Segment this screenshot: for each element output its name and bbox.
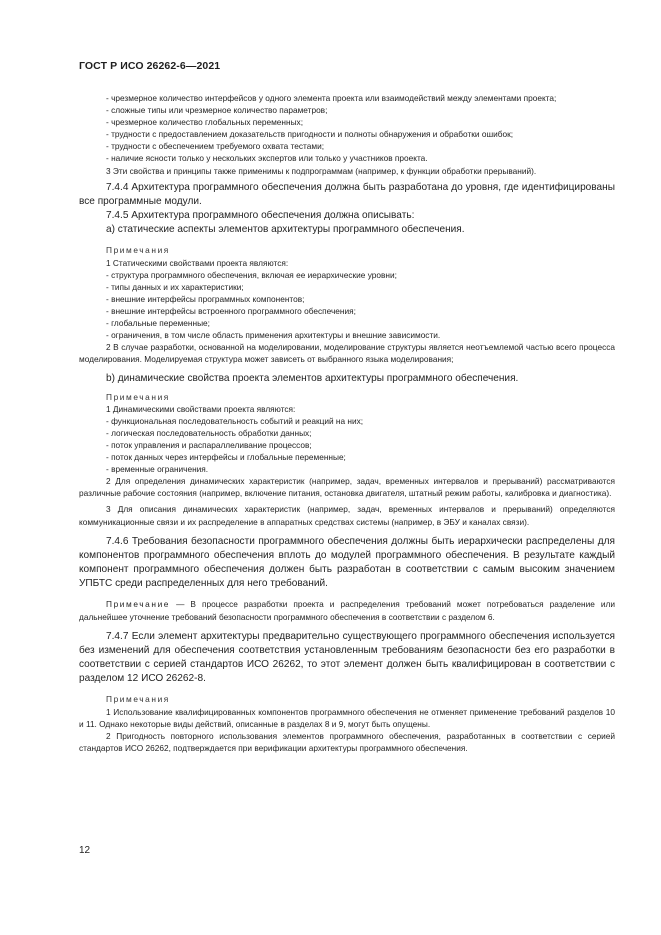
dynamic-list-item: - поток управления и распараллеливание процессов; xyxy=(106,439,312,450)
clause-7-4-6: 7.4.6 Требования безопасности программного обеспечения должны быть иерархически распределены для компонентов программного обеспечения вплоть до модулей программного обеспечения. В результате каждый компонент программного обеспечения должен быть разработан в соответствии с самым высоким значением УПБТС среди распределенных для него требований. xyxy=(79,535,615,590)
static-list-item: - типы данных и их характеристики; xyxy=(106,281,244,292)
dynamic-list-item: - логическая последовательность обработки данных; xyxy=(106,427,312,438)
clause-7-4-5: 7.4.5 Архитектура программного обеспечения должна описывать: xyxy=(106,210,415,222)
clause-7-4-7: 7.4.7 Если элемент архитектуры предварительно существующего программного обеспечения используется без изменений для обеспечения соответствия установленным требованиям безопасности без его разработки в соответствии с серией стандартов ИСО 26262, то этот элемент должен быть квалифицирован в соответствии с разделом 12 ИСО 26262-8. xyxy=(79,630,615,685)
clause-7-4-5-a: а) статические аспекты элементов архитектуры программного обеспечения. xyxy=(106,224,465,236)
notes-heading: Примечания xyxy=(106,245,170,256)
note-7-4-6 xyxy=(79,598,615,622)
dynamic-intro: 1 Динамическими свойствами проекта являются: xyxy=(106,403,296,414)
final-note-1: 1 Использование квалифицированных компонентов программного обеспечения не отменяет применение требований разделов 10 и 11. Однако некоторые виды действий, описанные в разделах 8 и 9, могут быть опущены. xyxy=(79,706,615,729)
clause-7-4-4: 7.4.4 Архитектура программного обеспечения должна быть разработана до уровня, где идентифицированы все программные модули. xyxy=(79,181,615,207)
static-list-item: - ограничения, в том числе область применения архитектуры и внешние зависимости. xyxy=(106,330,441,341)
static-list-item: - внешние интерфейсы встроенного программного обеспечения; xyxy=(106,305,356,316)
top-list-item: - чрезмерное количество интерфейсов у одного элемента проекта или взаимодействий между элементами проекта; xyxy=(106,93,557,103)
page-body xyxy=(79,92,615,754)
static-list-item: - внешние интерфейсы программных компонентов; xyxy=(106,293,305,304)
note-text: — В процессе разработки проекта и распределения требований может потребоваться разделение или дальнейшее уточнение требований безопасности программного обеспечения в соответствии с разделом 6. xyxy=(79,599,615,622)
standard-header: ГОСТ Р ИСО 26262-6—2021 xyxy=(79,60,221,72)
final-note-2: 2 Пригодность повторного использования элементов программного обеспечения, разработанных в соответствии с серией стандартов ИСО 26262, подтверждается при верификации архитектуры программного обеспечения. xyxy=(79,730,615,753)
dynamic-list-item: - временные ограничения. xyxy=(106,464,209,475)
dynamic-note-3: 3 Для описания динамических характеристик (например, задач, временных интервалов и прерываний) определяются коммуникационные связи и их распределение в аппаратных средствах системы (например, в ЭБУ и каналах связи). xyxy=(79,504,615,527)
notes-heading: Примечания xyxy=(106,694,170,705)
notes-heading: Примечания xyxy=(106,391,170,402)
static-list-item: - глобальные переменные; xyxy=(106,318,210,329)
dynamic-list-item: - поток данных через интерфейсы и глобальные переменные; xyxy=(106,452,346,463)
static-note-2: 2 В случае разработки, основанной на моделировании, моделирование структуры является неотъемлемой частью всего процесса моделирования. Моделируемая структура может зависеть от выбранного языка моделирования; xyxy=(79,342,615,365)
top-list-item: - чрезмерное количество глобальных переменных; xyxy=(106,117,304,128)
note-3: 3 Эти свойства и принципы также применимы к подпрограммам (например, к функции обработки прерываний). xyxy=(106,165,537,176)
top-list-item: - сложные типы или чрезмерное количество параметров; xyxy=(106,105,328,116)
dynamic-note-2: 2 Для определения динамических характеристик (например, задач, временных интервалов и прерываний) рассматриваются различные рабочие состояния (например, включение питания, остановка двигателя, штатный режим работы, калибровка и диагностика). xyxy=(79,476,615,499)
top-list-item: - трудности с обеспечением требуемого охвата тестами; xyxy=(106,141,325,152)
top-list-item: - трудности с предоставлением доказательств пригодности и полноты обнаружения и обработки ошибок; xyxy=(106,129,514,140)
page-number: 12 xyxy=(79,845,91,856)
clause-7-4-5-b: b) динамические свойства проекта элементов архитектуры программного обеспечения. xyxy=(106,373,519,385)
note-label: Примечание xyxy=(106,599,171,610)
top-list-item: - наличие ясности только у нескольких экспертов или только у участников проекта. xyxy=(106,153,428,164)
dynamic-list-item: - функциональная последовательность событий и реакций на них; xyxy=(106,415,364,426)
static-intro: 1 Статическими свойствами проекта являются: xyxy=(106,257,289,268)
static-list-item: - структура программного обеспечения, включая ее иерархические уровни; xyxy=(106,269,397,280)
